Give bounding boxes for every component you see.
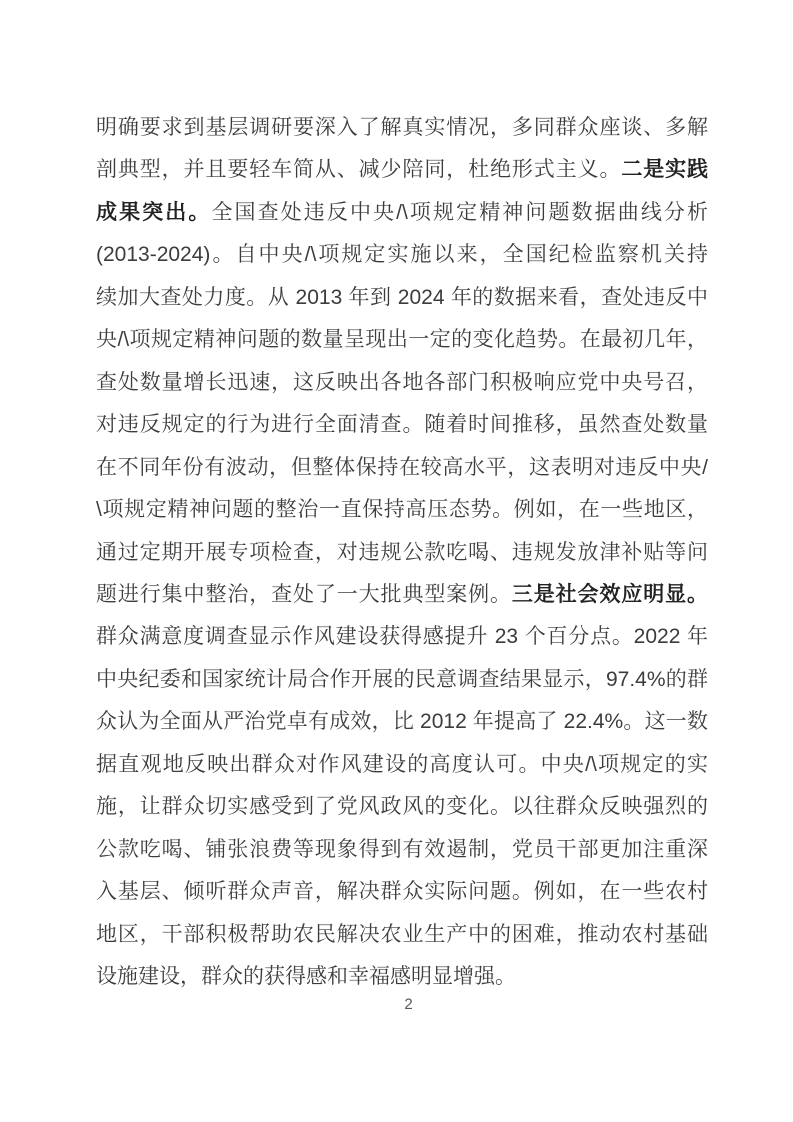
text-line — [96, 447, 708, 489]
text-line — [96, 574, 708, 616]
text-line — [96, 616, 708, 658]
text-line — [96, 829, 708, 871]
text-segment: 中央纪委和国家统计局合作开展的民意调查结果显示，97.4%的群 — [96, 667, 708, 691]
text-segment: 央/\项规定精神问题的数量呈现出一定的变化趋势。在最初几年， — [96, 328, 708, 352]
text-segment: 公款吃喝、铺张浪费等现象得到有效遏制，党员干部更加注重深 — [96, 837, 708, 861]
text-segment: 众认为全面从严治党卓有成效，比 2012 年提高了 22.4%。这一数 — [96, 710, 708, 734]
text-segment: 据直观地反映出群众对作风建设的高度认可。中央/\项规定的实 — [96, 752, 708, 776]
text-segment: 对违反规定的行为进行全面清查。随着时间推移，虽然查处数量 — [96, 413, 708, 437]
text-segment: 剖典型，并且要轻车简从、减少陪同，杜绝形式主义。 — [96, 158, 622, 182]
text-segment: (2013-2024)。自中央/\项规定实施以来，全国纪检监察机关持 — [96, 243, 708, 267]
page-body — [96, 107, 708, 999]
bold-text-segment: 二是实践 — [621, 158, 709, 182]
bold-text-segment: 三是社会效应明显。 — [511, 582, 709, 606]
text-segment: 续加大查处力度。从 2013 年到 2024 年的数据来看，查处违反中 — [96, 285, 708, 309]
text-line — [96, 744, 708, 786]
text-line — [96, 149, 708, 191]
text-segment: 明确要求到基层调研要深入了解真实情况，多同群众座谈、多解 — [96, 116, 708, 139]
text-segment: 在不同年份有波动，但整体保持在较高水平，这表明对违反中央/ — [96, 455, 708, 479]
text-line — [96, 404, 708, 446]
text-line — [96, 489, 708, 531]
text-line — [96, 192, 708, 234]
text-line — [96, 701, 708, 743]
text-line — [96, 956, 708, 998]
text-line — [96, 234, 708, 276]
page-number: 2 — [404, 996, 413, 1013]
text-segment: 施，让群众切实感受到了党风政风的变化。以往群众反映强烈的 — [96, 795, 708, 819]
text-segment: 地区，干部积极帮助农民解决农业生产中的困难，推动农村基础 — [96, 922, 708, 946]
text-segment: 全国查处违反中央/\项规定精神问题数据曲线分析 — [211, 200, 709, 224]
text-segment: 群众满意度调查显示作风建设获得感提升 23 个百分点。2022 年 — [96, 625, 708, 649]
text-segment: \项规定精神问题的整治一直保持高压态势。例如，在一些地区， — [96, 498, 708, 522]
text-line — [96, 659, 708, 701]
bold-text-segment: 成果突出。 — [96, 200, 212, 224]
text-line — [96, 786, 708, 828]
text-segment: 通过定期开展专项检查，对违规公款吃喝、违规发放津补贴等问 — [96, 540, 708, 564]
text-line — [96, 107, 708, 149]
text-line — [96, 532, 708, 574]
text-line — [96, 914, 708, 956]
text-segment: 设施建设，群众的获得感和幸福感明显增强。 — [96, 965, 516, 989]
text-segment: 题进行集中整治，查处了一大批典型案例。 — [96, 582, 512, 606]
text-line — [96, 277, 708, 319]
text-segment: 查处数量增长迅速，这反映出各地各部门积极响应党中央号召， — [96, 370, 708, 394]
text-line — [96, 319, 708, 361]
text-segment: 入基层、倾听群众声音，解决群众实际问题。例如，在一些农村 — [96, 880, 708, 904]
text-line — [96, 362, 708, 404]
text-line — [96, 871, 708, 913]
